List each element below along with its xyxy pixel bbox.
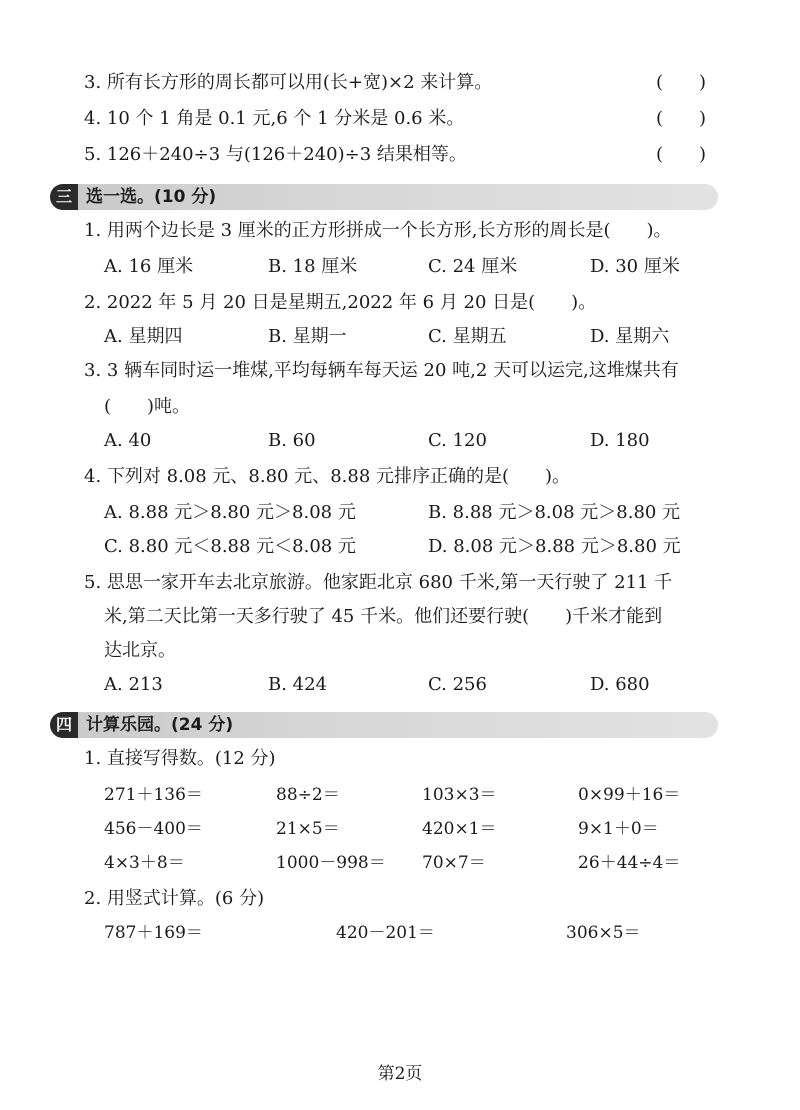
option-d[interactable]: D. 8.08 元＞8.88 元＞8.80 元 <box>428 536 681 557</box>
choice-question-3-line-1: 3. 3 辆车同时运一堆煤,平均每辆车每天运 20 吨,2 天可以运完,这堆煤共有 <box>84 360 679 381</box>
calc-item[interactable]: 456－400＝ <box>104 819 203 839</box>
option-b[interactable]: B. 60 <box>268 430 316 451</box>
option-c[interactable]: C. 8.80 元＜8.88 元＜8.08 元 <box>104 536 356 557</box>
section-title: 计算乐园。(24 分) <box>86 715 234 735</box>
answer-blank[interactable]: ( ) <box>656 108 707 129</box>
calc-item[interactable]: 0×99＋16＝ <box>578 785 681 805</box>
option-a[interactable]: A. 16 厘米 <box>104 256 194 277</box>
answer-blank[interactable]: ( ) <box>656 72 707 93</box>
section-header-3 <box>50 184 718 210</box>
answer-blank[interactable]: ( ) <box>656 144 707 165</box>
calc-item[interactable]: 271＋136＝ <box>104 785 203 805</box>
option-c[interactable]: C. 120 <box>428 430 487 451</box>
choice-question-5-line-1: 5. 思思一家开车去北京旅游。他家距北京 680 千米,第一天行驶了 211 千 <box>84 572 673 593</box>
page-number: 第2页 <box>377 1064 423 1084</box>
judge-statement: 4. 10 个 1 角是 0.1 元,6 个 1 分米是 0.6 米。 <box>84 108 465 129</box>
option-d[interactable]: D. 180 <box>590 430 650 451</box>
judge-item-4 <box>84 104 724 134</box>
calc-item[interactable]: 70×7＝ <box>422 853 486 873</box>
choice-question-2: 2. 2022 年 5 月 20 日是星期五,2022 年 6 月 20 日是( )。 <box>84 292 597 313</box>
section-title: 选一选。(10 分) <box>86 187 217 207</box>
calc-item[interactable]: 1000－998＝ <box>276 853 386 873</box>
choice-question-3-line-2: ( )吨。 <box>104 396 191 417</box>
calc-item[interactable]: 420×1＝ <box>422 819 497 839</box>
choice-question-4: 4. 下列对 8.08 元、8.80 元、8.88 元排序正确的是( )。 <box>84 466 571 487</box>
calc-question-2-title: 2. 用竖式计算。(6 分) <box>84 888 265 909</box>
option-c[interactable]: C. 256 <box>428 674 487 695</box>
judge-item-5 <box>84 140 724 170</box>
choice-question-5-line-2: 米,第二天比第一天多行驶了 45 千米。他们还要行驶( )千米才能到 <box>104 606 663 627</box>
option-d[interactable]: D. 30 厘米 <box>590 256 680 277</box>
calc-item[interactable]: 9×1＋0＝ <box>578 819 659 839</box>
choice-question-1: 1. 用两个边长是 3 厘米的正方形拼成一个长方形,长方形的周长是( )。 <box>84 220 672 241</box>
option-b[interactable]: B. 8.88 元＞8.08 元＞8.80 元 <box>428 502 681 523</box>
option-a[interactable]: A. 8.88 元＞8.80 元＞8.08 元 <box>104 502 356 523</box>
choice-question-5-line-3: 达北京。 <box>104 640 176 661</box>
option-d[interactable]: D. 星期六 <box>590 326 670 347</box>
calc-item[interactable]: 103×3＝ <box>422 785 497 805</box>
calc-item[interactable]: 21×5＝ <box>276 819 340 839</box>
vertical-calc-item[interactable]: 420－201＝ <box>336 923 435 943</box>
option-c[interactable]: C. 24 厘米 <box>428 256 518 277</box>
section-number: 三 <box>50 184 78 210</box>
option-b[interactable]: B. 18 厘米 <box>268 256 358 277</box>
option-d[interactable]: D. 680 <box>590 674 650 695</box>
calc-question-1-title: 1. 直接写得数。(12 分) <box>84 748 276 769</box>
vertical-calc-item[interactable]: 787＋169＝ <box>104 923 203 943</box>
calc-item[interactable]: 26＋44÷4＝ <box>578 853 681 873</box>
option-c[interactable]: C. 星期五 <box>428 326 507 347</box>
vertical-calc-item[interactable]: 306×5＝ <box>566 923 641 943</box>
option-a[interactable]: A. 213 <box>104 674 163 695</box>
judge-statement: 3. 所有长方形的周长都可以用(长+宽)×2 来计算。 <box>84 72 493 93</box>
calc-item[interactable]: 88÷2＝ <box>276 785 340 805</box>
calc-item[interactable]: 4×3＋8＝ <box>104 853 185 873</box>
section-header-4 <box>50 712 718 738</box>
option-a[interactable]: A. 星期四 <box>104 326 183 347</box>
option-b[interactable]: B. 424 <box>268 674 328 695</box>
section-number: 四 <box>50 712 78 738</box>
option-a[interactable]: A. 40 <box>104 430 152 451</box>
judge-item-3 <box>84 68 724 98</box>
judge-statement: 5. 126＋240÷3 与(126＋240)÷3 结果相等。 <box>84 144 467 165</box>
option-b[interactable]: B. 星期一 <box>268 326 347 347</box>
